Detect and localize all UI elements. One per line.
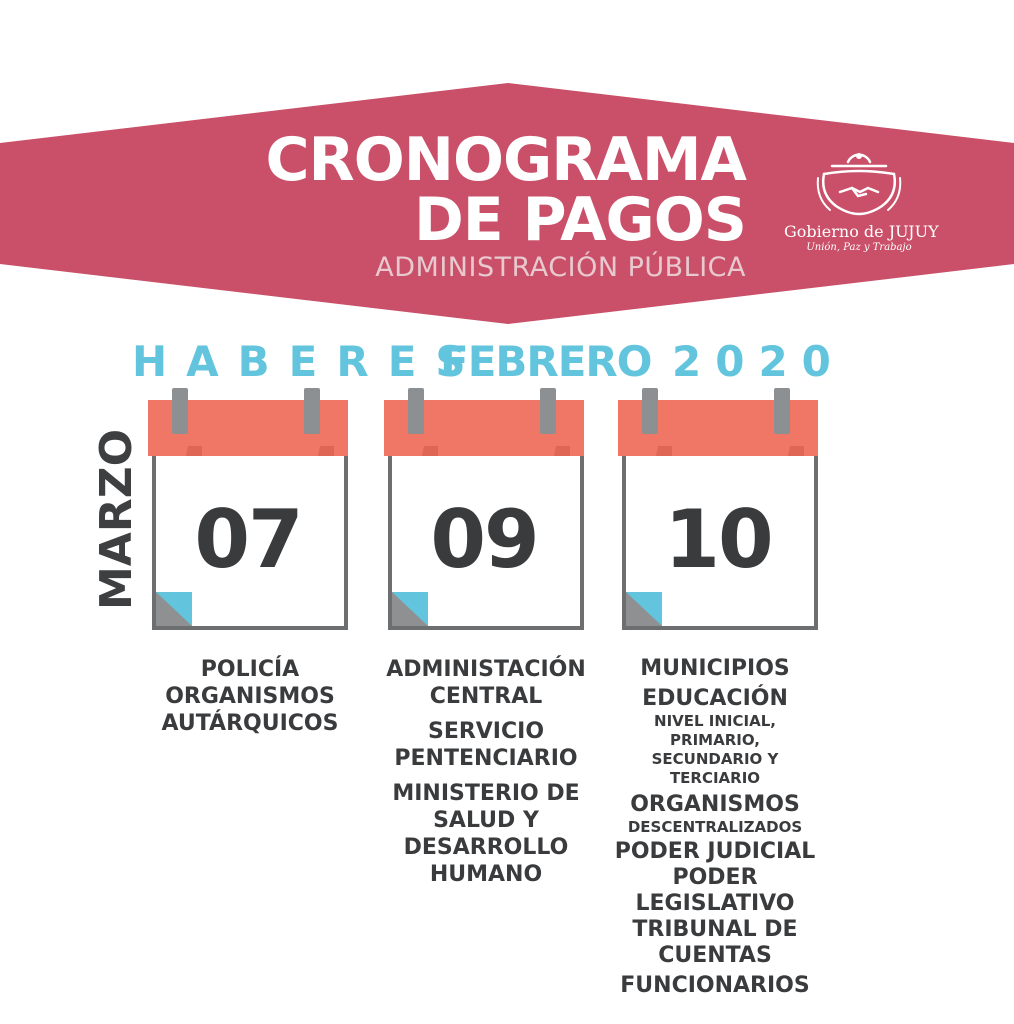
group-label: EDUCACIÓN — [642, 686, 788, 711]
jujuy-emblem-icon — [814, 148, 904, 222]
calendar-ring-right — [540, 388, 556, 434]
group-label: SERVICIO PENTENCIARIO — [394, 719, 578, 771]
payment-groups-day-07 — [120, 656, 380, 737]
calendar-day: 07 — [194, 493, 302, 586]
group-detail: DESCENTRALIZADOS — [627, 818, 803, 836]
government-logo — [784, 148, 939, 264]
group-label: ORGANISMOS AUTÁRQUICOS — [161, 684, 339, 736]
page-title-line-1: CRONOGRAMA — [265, 125, 746, 195]
group-label: PODER LEGISLATIVO — [635, 865, 795, 916]
calendar-card — [148, 388, 348, 638]
calendar-page — [618, 388, 818, 634]
group-label: ORGANISMOS — [630, 792, 800, 817]
group-label: PODER JUDICIAL — [614, 839, 816, 864]
heading-word-year: 2020 — [672, 337, 845, 386]
group-label: FUNCIONARIOS — [620, 973, 810, 998]
payment-groups-day-10 — [585, 656, 845, 999]
page-subtitle: ADMINISTRACIÓN PÚBLICA — [375, 252, 746, 283]
calendar-page — [384, 388, 584, 634]
calendar-card — [618, 388, 818, 638]
calendar-ring-right — [774, 388, 790, 434]
group-label: POLICÍA — [200, 657, 300, 682]
month-label: MARZO — [91, 428, 142, 610]
calendar-ring-left — [642, 388, 658, 434]
page-title-line-2: DE PAGOS — [413, 185, 746, 255]
calendar-day: 09 — [430, 493, 538, 586]
logo-motto: Unión, Paz y Trabajo — [806, 242, 912, 253]
heading-word-month: FEBRERO — [440, 337, 652, 386]
calendar-day: 10 — [664, 493, 772, 586]
payment-groups-day-09 — [356, 656, 616, 888]
group-label: MINISTERIO DE SALUD Y DESARROLLO HUMANO — [392, 781, 580, 887]
group-label: MUNICIPIOS — [640, 656, 790, 681]
calendar-ring-right — [304, 388, 320, 434]
logo-name: Gobierno de JUJUY — [784, 222, 939, 241]
group-label: TRIBUNAL DE CUENTAS — [632, 917, 798, 968]
heading-word-haberes: HABERES — [132, 337, 485, 386]
group-detail: NIVEL INICIAL, PRIMARIO, SECUNDARIO Y TERCIARIO — [651, 712, 779, 787]
group-label: ADMINISTACIÓN CENTRAL — [386, 657, 586, 709]
calendar-card — [384, 388, 584, 638]
calendar-ring-left — [172, 388, 188, 434]
calendar-page — [148, 388, 348, 634]
calendar-ring-left — [408, 388, 424, 434]
